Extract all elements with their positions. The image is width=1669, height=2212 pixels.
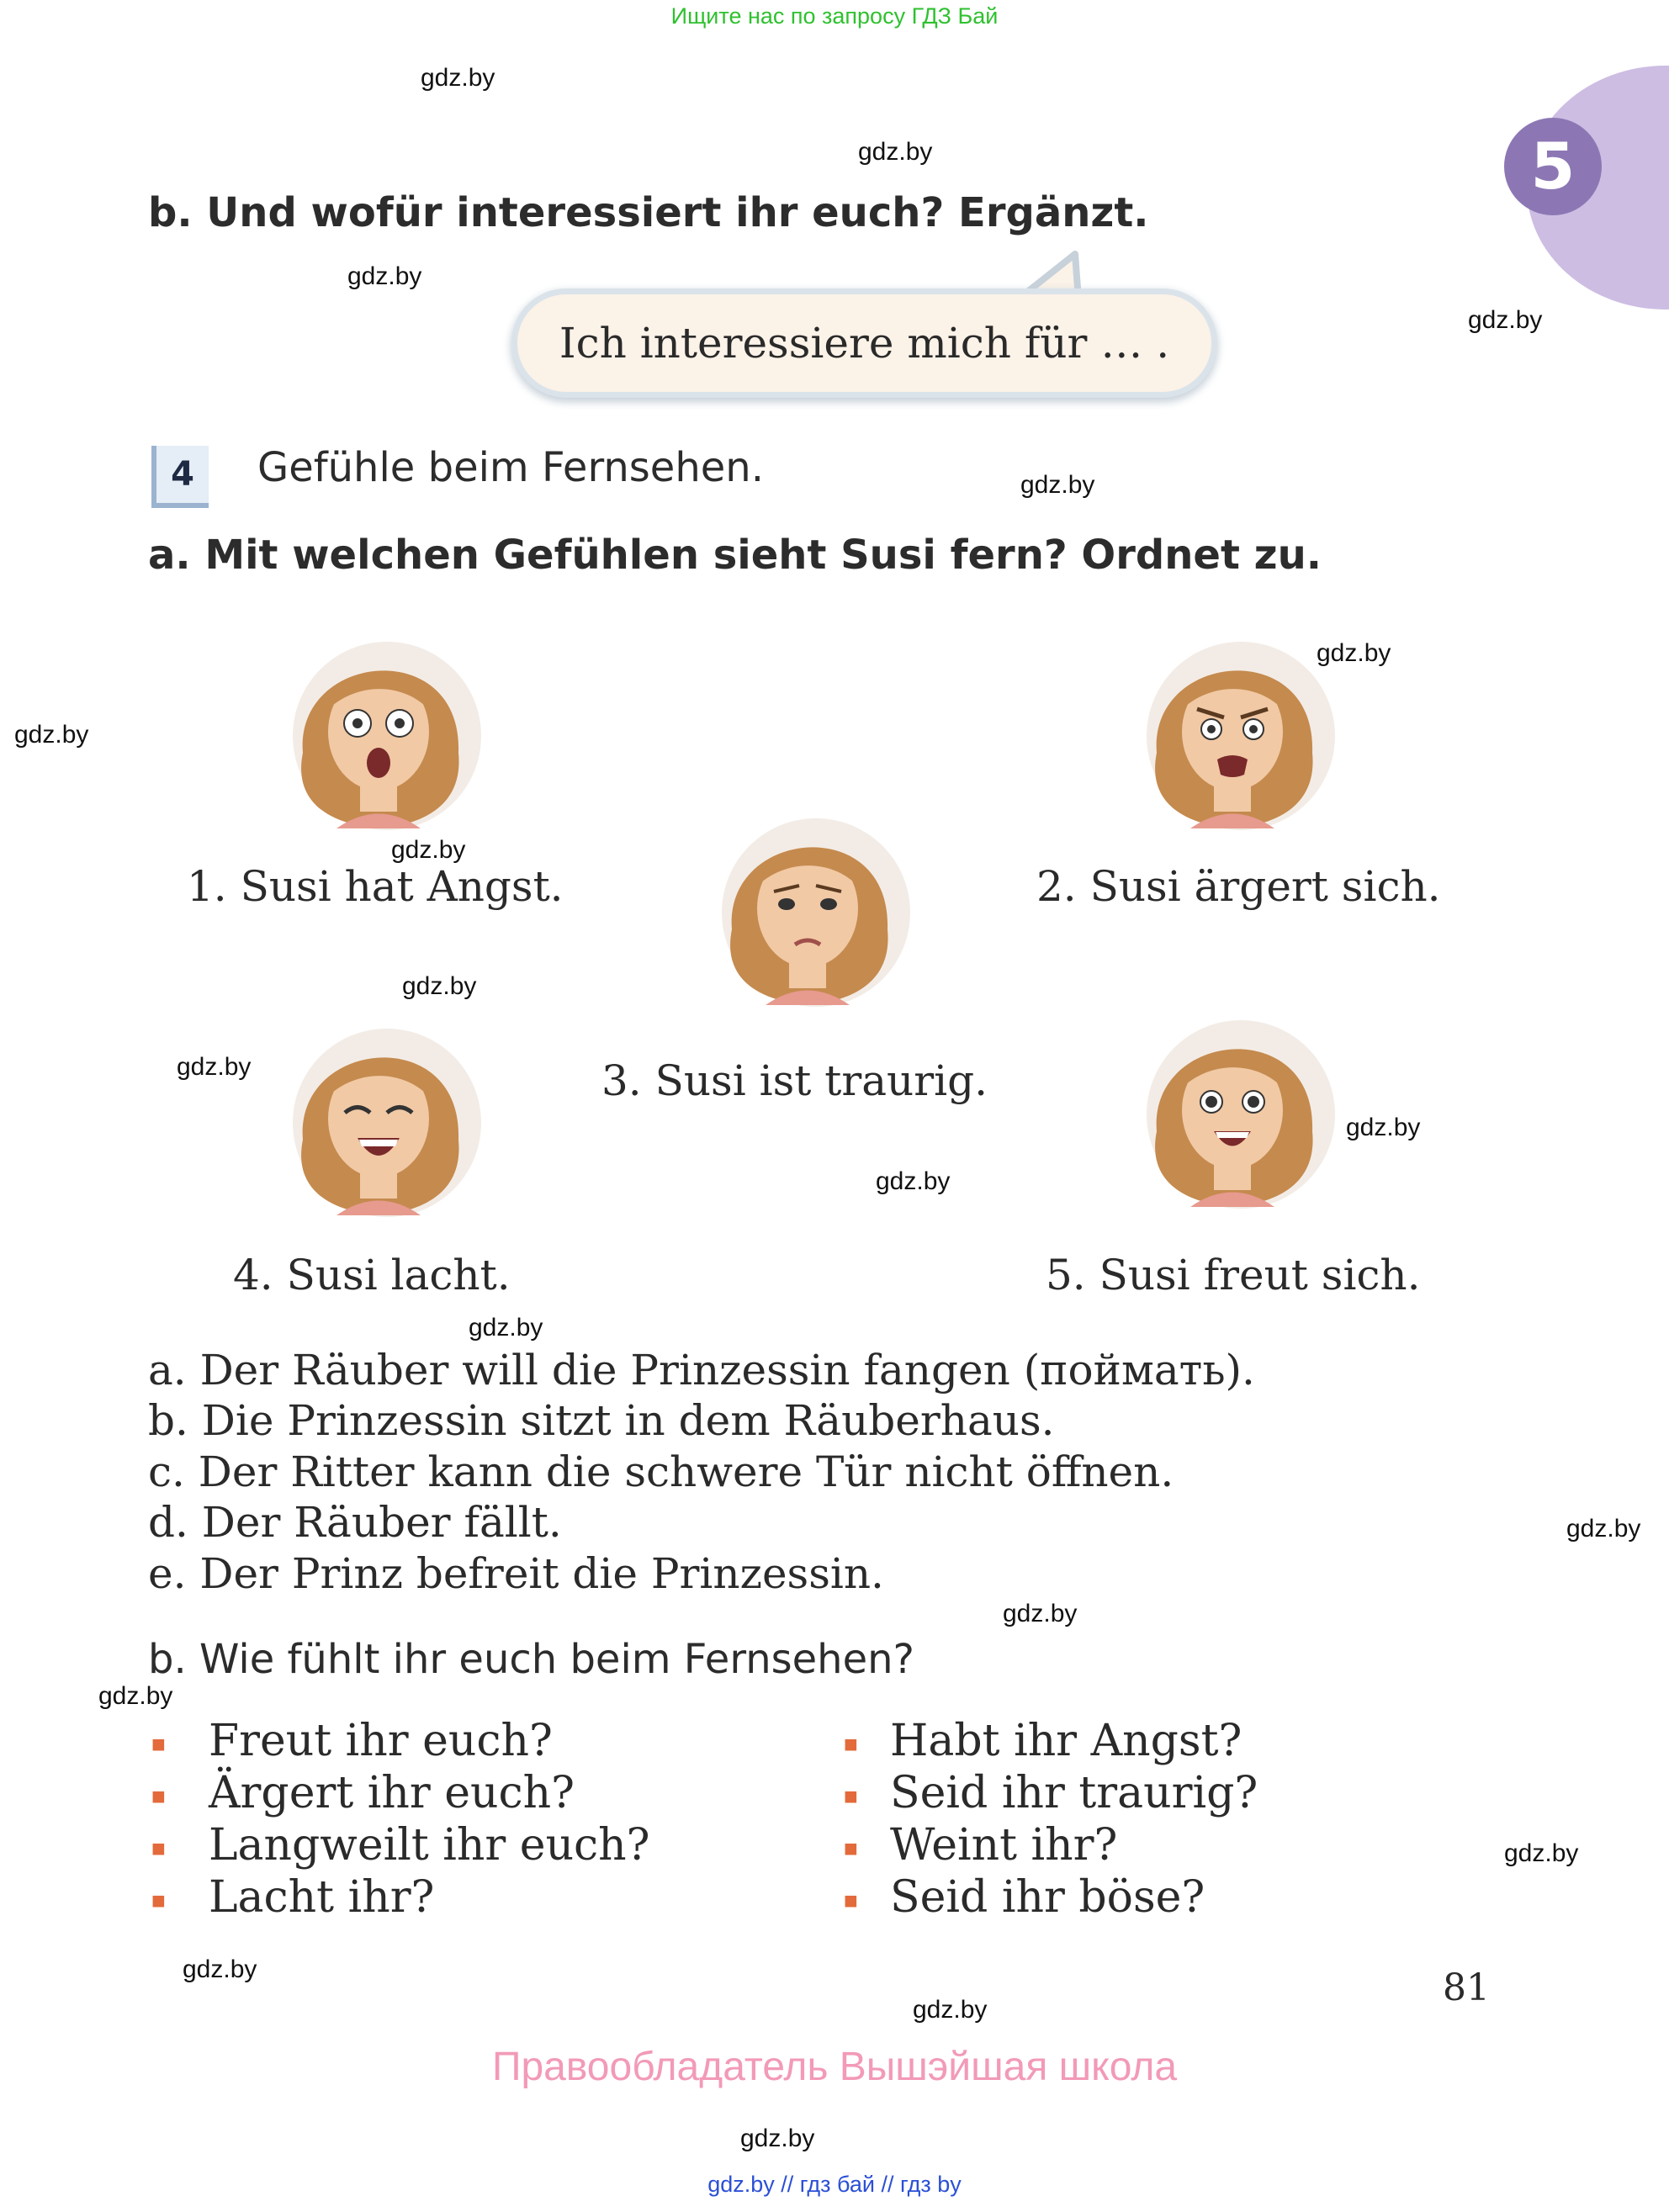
unit-number-badge: 5 — [1504, 118, 1602, 215]
task3b-heading: b. Und wofür interessiert ihr euch? Ergänzt. — [148, 189, 1149, 236]
bullet-marker: ■ — [844, 1835, 858, 1861]
page-number: 81 — [1443, 1966, 1490, 2009]
question-left-1: Freut ihr euch? — [209, 1716, 553, 1766]
bullet-marker: ■ — [844, 1887, 858, 1913]
susi-laughing-illustration — [269, 1005, 488, 1224]
caption-sad: 3. Susi ist traurig. — [601, 1056, 988, 1105]
caption-afraid: 1. Susi hat Angst. — [187, 862, 564, 911]
question-right-1: Habt ihr Angst? — [890, 1716, 1242, 1766]
watermark: gdz.by — [876, 1167, 951, 1195]
exercise-title: Gefühle beim Fernsehen. — [257, 444, 764, 491]
task4b-heading: b. Wie fühlt ihr euch beim Fernsehen? — [148, 1636, 915, 1683]
caption-angry: 2. Susi ärgert sich. — [1036, 862, 1441, 911]
story-line-e: e. Der Prinz befreit die Prinzessin. — [148, 1549, 884, 1598]
susi-angry-illustration — [1123, 618, 1342, 837]
watermark: gdz.by — [1468, 306, 1543, 334]
caption-happy: 5. Susi freut sich. — [1046, 1251, 1421, 1299]
susi-afraid-illustration — [269, 618, 488, 837]
watermark: gdz.by — [347, 262, 422, 290]
watermark: gdz.by — [1504, 1839, 1579, 1867]
watermark: gdz.by — [1566, 1515, 1641, 1543]
copyright-notice: Правообладатель Вышэйшая школа — [491, 2045, 1178, 2089]
bullet-marker: ■ — [151, 1731, 166, 1757]
watermark: gdz.by — [391, 836, 466, 864]
bullet-marker: ■ — [844, 1731, 858, 1757]
watermark: gdz.by — [1346, 1114, 1421, 1141]
watermark: gdz.by — [421, 64, 495, 92]
watermark: gdz.by — [1317, 639, 1391, 667]
watermark: gdz.by — [402, 972, 477, 1000]
susi-happy-illustration — [1123, 997, 1342, 1215]
story-line-b: b. Die Prinzessin sitzt in dem Räuberhaus. — [148, 1396, 1055, 1445]
bullet-marker: ■ — [151, 1887, 166, 1913]
watermark: gdz.by — [913, 1996, 988, 2024]
bullet-marker: ■ — [844, 1783, 858, 1809]
watermark: gdz.by — [1003, 1600, 1078, 1627]
question-left-2: Ärgert ihr euch? — [209, 1768, 575, 1818]
watermark: gdz.by — [98, 1682, 173, 1710]
susi-sad-illustration — [698, 795, 917, 1013]
question-right-3: Weint ihr? — [890, 1820, 1118, 1871]
watermark: gdz.by — [858, 138, 933, 166]
caption-laughing: 4. Susi lacht. — [233, 1251, 511, 1299]
question-left-3: Langweilt ihr euch? — [209, 1820, 650, 1871]
question-right-4: Seid ihr böse? — [890, 1872, 1205, 1923]
bullet-marker: ■ — [151, 1835, 166, 1861]
top-banner-link[interactable]: Ищите нас по запросу ГДЗ Бай — [670, 3, 999, 29]
watermark: gdz.by — [469, 1314, 543, 1341]
watermark: gdz.by — [740, 2125, 815, 2152]
watermark: gdz.by — [177, 1053, 252, 1081]
watermark: gdz.by — [14, 721, 89, 749]
question-left-4: Lacht ihr? — [209, 1872, 435, 1923]
speech-bubble-text: Ich interessiere mich für … . — [559, 319, 1170, 368]
bullet-marker: ■ — [151, 1783, 166, 1809]
story-line-a: a. Der Räuber will die Prinzessin fangen (поймать). — [148, 1346, 1255, 1394]
watermark: gdz.by — [183, 1955, 257, 1983]
task4a-heading: a. Mit welchen Gefühlen sieht Susi fern? Ordnet zu. — [148, 532, 1322, 579]
story-line-c: c. Der Ritter kann die schwere Tür nicht öffnen. — [148, 1447, 1174, 1496]
question-right-2: Seid ihr traurig? — [890, 1768, 1258, 1818]
bottom-links[interactable]: gdz.by // гдз бай // гдз by — [707, 2172, 962, 2197]
exercise-number-badge: 4 — [151, 446, 209, 508]
story-line-d: d. Der Räuber fällt. — [148, 1498, 562, 1547]
watermark: gdz.by — [1020, 471, 1095, 499]
